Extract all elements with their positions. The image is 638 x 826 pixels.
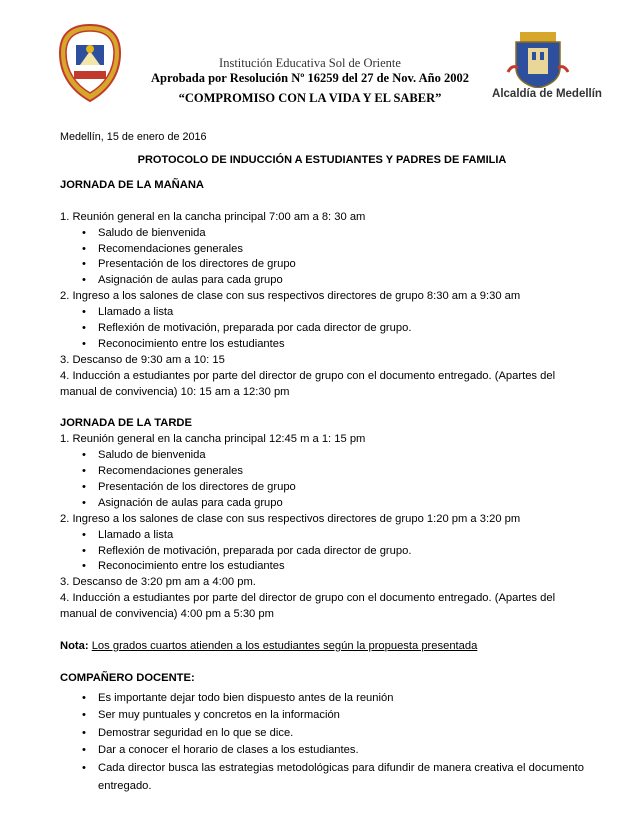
morning-item-3: 3. Descanso de 9:30 am a 10: 15 [60, 353, 225, 366]
list-item: • Demostrar seguridad en lo que se dice. [82, 726, 294, 739]
morning-item-1: 1. Reunión general en la cancha principal 7:00 am a 8: 30 am [60, 210, 366, 223]
list-item: • Reconocimiento entre los estudiantes [82, 560, 285, 573]
afternoon-item-2: 2. Ingreso a los salones de clase con sus respectivos directores de grupo 1:20 pm a 3:20 pm [60, 512, 521, 525]
list-item: • Presentación de los directores de grupo [82, 258, 296, 271]
medellin-shield-icon [482, 28, 612, 88]
list-item: • Asignación de aulas para cada grupo [82, 496, 283, 509]
document-date: Medellín, 15 de enero de 2016 [60, 131, 207, 143]
afternoon-item-1: 1. Reunión general en la cancha principal 12:45 m a 1: 15 pm [60, 433, 366, 446]
resolution-line: Aprobada por Resolución Nº 16259 del 27 de Nov. Año 2002 [151, 71, 469, 85]
note-text: Los grados cuartos atienden a los estudiantes según la propuesta presentada [91, 639, 478, 652]
afternoon-item-3: 3. Descanso de 3:20 pm am a 4:00 pm. [60, 576, 256, 589]
list-item: • Saludo de bienvenida [82, 226, 206, 239]
list-item: • Cada director busca las estrategias metodológicas para difundir de manera creativa el documento entregado. [82, 761, 584, 792]
motto: “COMPROMISO CON LA VIDA Y EL SABER” [178, 91, 442, 105]
school-logo [56, 23, 124, 103]
list-item: • Ser muy puntuales y concretos en la información [82, 709, 340, 722]
list-item: • Presentación de los directores de grupo [82, 480, 296, 493]
list-item: • Es importante dejar todo bien dispuesto antes de la reunión [82, 691, 394, 704]
list-item: • Saludo de bienvenida [82, 449, 206, 462]
afternoon-heading: JORNADA DE LA TARDE [60, 417, 192, 430]
document-title: PROTOCOLO DE INDUCCIÓN A ESTUDIANTES Y PADRES DE FAMILIA [137, 154, 507, 166]
list-item: • Dar a conocer el horario de clases a los estudiantes. [82, 744, 359, 757]
list-item: • Asignación de aulas para cada grupo [82, 274, 283, 287]
morning-item-4: 4. Inducción a estudiantes por parte del director de grupo con el documento entregado. (Apartes del manual de convivencia) 10: 15 am a 12:30 pm [60, 369, 556, 398]
list-item: • Recomendaciones generales [82, 465, 243, 478]
alcaldia-logo [482, 28, 612, 104]
alcaldia-caption: Alcaldía de Medellín [492, 88, 602, 100]
morning-heading: JORNADA DE LA MAÑANA [60, 179, 204, 191]
note-line [60, 639, 584, 655]
afternoon-item-4: 4. Inducción a estudiantes por parte del director de grupo con el documento entregado. (Apartes del manual de convivencia) 4:00 pm a 5:30 pm [60, 592, 556, 621]
list-item: • Reconocimiento entre los estudiantes [82, 337, 285, 350]
morning-item-2: 2. Ingreso a los salones de clase con sus respectivos directores de grupo 8:30 am a 9:30 am [60, 290, 521, 303]
list-item: • Reflexión de motivación, preparada por cada director de grupo. [82, 544, 412, 557]
document-body [60, 178, 584, 795]
note-label: Nota: [60, 639, 89, 652]
teacher-heading: COMPAÑERO DOCENTE: [60, 671, 195, 684]
institution-name: Institución Educativa Sol de Oriente [219, 56, 401, 70]
list-item: • Llamado a lista [82, 528, 174, 541]
list-item: • Recomendaciones generales [82, 242, 243, 255]
list-item: • Reflexión de motivación, preparada por cada director de grupo. [82, 322, 412, 335]
list-item: • Llamado a lista [82, 306, 174, 319]
